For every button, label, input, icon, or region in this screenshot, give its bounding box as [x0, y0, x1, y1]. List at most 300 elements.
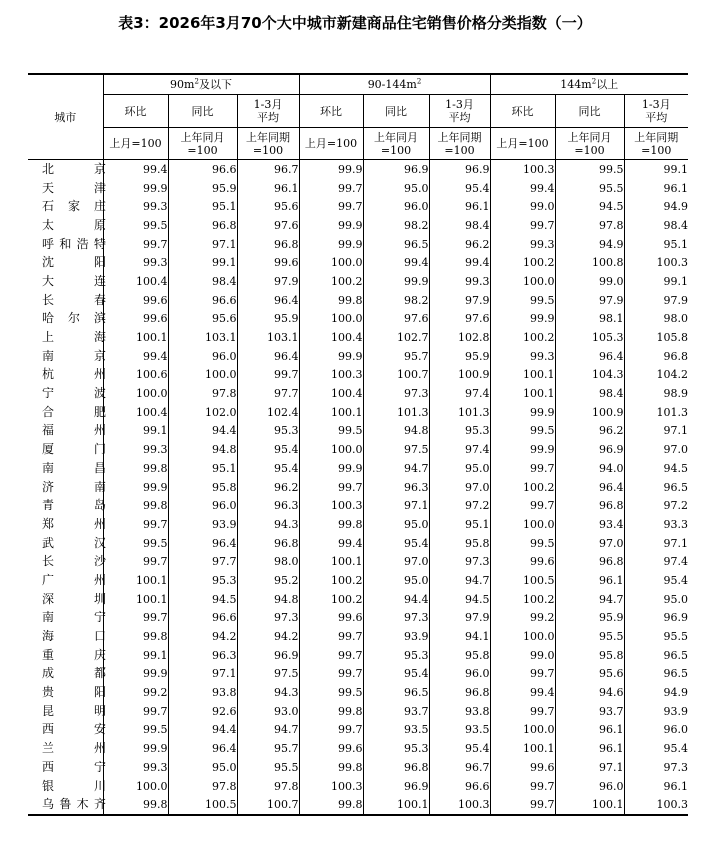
index-value-cell: 95.3	[429, 422, 490, 441]
city-cell	[28, 253, 106, 272]
city-cell	[28, 328, 106, 347]
index-value-cell: 104.2	[656, 368, 688, 382]
index-value-cell: 95.0	[363, 571, 429, 590]
index-value-cell: 94.4	[168, 721, 237, 740]
ytd-base-line1: 上年同期	[634, 130, 679, 144]
index-value-cell: 96.1	[663, 181, 688, 195]
index-value-cell: 99.9	[103, 478, 168, 497]
index-value-cell: 100.2	[299, 571, 363, 590]
index-value-cell: 100.8	[555, 253, 624, 272]
index-value-cell: 95.0	[663, 592, 688, 606]
index-value-cell: 100.2	[490, 590, 555, 609]
group-label-sup: 2	[194, 77, 199, 86]
group-label-tail: 及以下	[198, 78, 232, 91]
index-value-cell: 99.6	[237, 253, 299, 272]
index-value-cell: 99.7	[103, 702, 168, 721]
table-header	[28, 74, 688, 160]
index-value-cell: 100.1	[555, 795, 624, 815]
table-row	[28, 534, 688, 553]
index-value-cell: 95.3	[237, 422, 299, 441]
city-name: 长沙	[42, 554, 106, 569]
index-value-cell: 94.9	[555, 235, 624, 254]
yoy-base-line1: 上年同月	[180, 130, 225, 144]
index-value-cell: 97.0	[663, 443, 688, 457]
city-name: 西宁	[42, 759, 106, 774]
index-value-cell: 99.3	[103, 197, 168, 216]
index-value-cell: 99.7	[299, 179, 363, 198]
city-name: 哈尔滨	[42, 311, 106, 326]
index-value-cell: 97.1	[168, 665, 237, 684]
index-value-cell: 100.4	[103, 272, 168, 291]
index-value-cell: 96.1	[237, 179, 299, 198]
city-cell	[28, 179, 106, 198]
table-row	[28, 552, 688, 571]
index-value-cell: 100.1	[490, 366, 555, 385]
city-cell	[28, 552, 106, 571]
city-cell	[28, 160, 106, 179]
index-value-cell: 96.1	[555, 571, 624, 590]
index-value-cell: 99.1	[103, 422, 168, 441]
ytd-header-line1: 1-3月	[253, 98, 283, 111]
index-value-cell: 94.7	[429, 571, 490, 590]
index-value-cell: 99.8	[299, 291, 363, 310]
ytd-header	[429, 95, 490, 128]
index-value-cell: 100.4	[103, 403, 168, 422]
index-value-cell: 99.7	[237, 366, 299, 385]
index-value-cell: 99.9	[299, 235, 363, 254]
index-value-cell: 93.7	[363, 702, 429, 721]
table-row	[28, 440, 688, 459]
index-value-cell: 99.3	[490, 235, 555, 254]
index-value-cell: 99.7	[490, 702, 555, 721]
index-value-cell: 99.7	[299, 478, 363, 497]
index-value-cell: 95.0	[168, 758, 237, 777]
index-value-cell: 99.7	[103, 609, 168, 628]
index-value-cell: 94.4	[363, 590, 429, 609]
city-name: 合肥	[42, 404, 106, 419]
index-value-cell: 94.5	[663, 461, 688, 475]
yoy-base	[363, 128, 429, 160]
index-value-cell: 99.7	[490, 216, 555, 235]
index-value-cell: 97.1	[663, 424, 688, 438]
city-cell	[28, 571, 106, 590]
city-column-header: 城市	[28, 74, 103, 160]
index-value-cell: 99.5	[555, 160, 624, 179]
index-value-cell: 100.0	[103, 384, 168, 403]
index-value-cell: 95.9	[429, 347, 490, 366]
table-row	[28, 272, 688, 291]
index-value-cell: 99.7	[103, 515, 168, 534]
index-value-cell: 99.4	[363, 253, 429, 272]
table-row	[28, 609, 688, 628]
index-value-cell: 93.8	[429, 702, 490, 721]
index-value-cell: 94.5	[168, 590, 237, 609]
index-value-cell: 99.6	[299, 739, 363, 758]
index-value-cell: 94.5	[555, 197, 624, 216]
index-value-cell: 97.2	[663, 499, 688, 513]
city-name: 厦门	[42, 442, 106, 457]
table-row	[28, 253, 688, 272]
index-value-cell: 95.6	[555, 665, 624, 684]
index-value-cell: 100.2	[490, 328, 555, 347]
city-name: 深圳	[42, 591, 106, 606]
yoy-base	[168, 128, 237, 160]
index-value-cell: 99.8	[299, 795, 363, 815]
index-value-cell: 99.9	[299, 347, 363, 366]
index-value-cell: 94.9	[663, 200, 688, 214]
index-value-cell: 100.1	[299, 552, 363, 571]
index-value-cell: 96.5	[663, 648, 688, 662]
index-value-cell: 94.2	[168, 627, 237, 646]
index-value-cell: 97.9	[555, 291, 624, 310]
city-cell	[28, 403, 106, 422]
index-value-cell: 93.9	[168, 515, 237, 534]
index-value-cell: 95.8	[168, 478, 237, 497]
index-value-cell: 95.8	[429, 646, 490, 665]
index-value-cell: 98.2	[363, 216, 429, 235]
group-label-sup: 2	[591, 77, 597, 86]
index-value-cell: 93.5	[363, 721, 429, 740]
index-value-cell: 100.1	[103, 571, 168, 590]
city-cell	[28, 739, 106, 758]
index-value-cell: 97.6	[363, 310, 429, 329]
index-value-cell: 96.4	[237, 347, 299, 366]
index-value-cell: 96.0	[663, 723, 688, 737]
index-value-cell: 99.9	[103, 739, 168, 758]
yoy-base-line1: 上年同月	[374, 130, 418, 144]
index-value-cell: 96.7	[429, 758, 490, 777]
index-value-cell: 95.0	[363, 515, 429, 534]
index-value-cell: 99.8	[103, 795, 168, 815]
index-value-cell: 95.5	[663, 630, 688, 644]
index-value-cell: 100.0	[490, 515, 555, 534]
index-value-cell: 97.5	[237, 665, 299, 684]
index-value-cell: 103.1	[237, 328, 299, 347]
index-value-cell: 102.8	[429, 328, 490, 347]
index-value-cell: 99.7	[299, 665, 363, 684]
sub-header-row	[28, 95, 688, 128]
index-value-cell: 99.7	[490, 496, 555, 515]
table-row	[28, 702, 688, 721]
table-row	[28, 197, 688, 216]
table-body	[28, 160, 688, 816]
ytd-header-line1: 1-3月	[641, 98, 671, 111]
index-value-cell: 96.9	[363, 777, 429, 796]
index-value-cell: 100.3	[299, 366, 363, 385]
city-cell	[28, 609, 106, 628]
city-cell	[28, 534, 106, 553]
index-value-cell: 95.9	[237, 310, 299, 329]
index-value-cell: 99.9	[490, 403, 555, 422]
ytd-base-line2: =100	[444, 143, 475, 157]
index-value-cell: 98.1	[555, 310, 624, 329]
index-value-cell: 95.4	[663, 742, 688, 756]
index-value-cell: 99.7	[103, 235, 168, 254]
index-value-cell: 97.8	[555, 216, 624, 235]
index-value-cell: 100.5	[490, 571, 555, 590]
index-value-cell: 96.8	[168, 216, 237, 235]
city-cell	[28, 627, 106, 646]
index-value-cell: 94.8	[237, 590, 299, 609]
index-value-cell: 94.7	[237, 721, 299, 740]
index-value-cell: 99.7	[490, 459, 555, 478]
index-value-cell: 98.4	[663, 218, 688, 232]
index-value-cell: 100.1	[363, 795, 429, 815]
index-value-cell: 95.7	[363, 347, 429, 366]
index-value-cell: 95.4	[363, 665, 429, 684]
city-name: 重庆	[42, 647, 106, 662]
index-value-cell: 99.9	[490, 440, 555, 459]
index-value-cell: 101.3	[429, 403, 490, 422]
index-value-cell: 95.1	[429, 515, 490, 534]
index-value-cell: 99.6	[103, 291, 168, 310]
yoy-header: 同比	[363, 95, 429, 128]
yoy-base-line2: =100	[187, 143, 218, 157]
index-value-cell: 100.1	[490, 739, 555, 758]
index-value-cell: 95.9	[168, 179, 237, 198]
index-value-cell: 99.2	[103, 683, 168, 702]
index-value-cell: 99.8	[299, 515, 363, 534]
index-value-cell: 94.5	[429, 590, 490, 609]
index-value-cell: 98.4	[429, 216, 490, 235]
city-cell	[28, 197, 106, 216]
index-value-cell: 96.1	[555, 721, 624, 740]
index-value-cell: 96.8	[663, 349, 688, 363]
mom-header: 环比	[490, 95, 555, 128]
city-cell	[28, 646, 106, 665]
index-value-cell: 99.3	[103, 758, 168, 777]
table-row	[28, 758, 688, 777]
index-value-cell: 95.6	[237, 197, 299, 216]
index-value-cell: 95.6	[168, 310, 237, 329]
index-value-cell: 99.7	[490, 795, 555, 815]
index-value-cell: 96.0	[555, 777, 624, 796]
index-value-cell: 96.7	[237, 160, 299, 179]
city-name: 西安	[42, 722, 106, 737]
ytd-header-line1: 1-3月	[445, 98, 474, 111]
index-value-cell: 96.4	[168, 534, 237, 553]
city-name: 银川	[42, 778, 106, 793]
city-cell	[28, 310, 106, 329]
city-cell	[28, 702, 106, 721]
index-value-cell: 94.1	[429, 627, 490, 646]
index-value-cell: 93.9	[363, 627, 429, 646]
index-value-cell: 99.8	[299, 758, 363, 777]
city-name: 杭州	[42, 367, 106, 382]
index-value-cell: 95.8	[555, 646, 624, 665]
index-value-cell: 98.0	[237, 552, 299, 571]
index-value-cell: 97.3	[429, 552, 490, 571]
index-value-cell: 96.4	[168, 739, 237, 758]
index-value-cell: 96.5	[663, 480, 688, 494]
ytd-header-line2: 平均	[257, 111, 279, 124]
table-row	[28, 347, 688, 366]
index-value-cell: 96.2	[237, 478, 299, 497]
index-value-cell: 99.7	[299, 627, 363, 646]
table-row	[28, 403, 688, 422]
index-value-cell: 95.3	[363, 646, 429, 665]
city-cell	[28, 366, 106, 385]
index-value-cell: 99.7	[490, 777, 555, 796]
index-value-cell: 94.7	[555, 590, 624, 609]
ytd-base-line1: 上年同期	[246, 130, 290, 144]
index-value-cell: 97.9	[663, 293, 688, 307]
index-value-cell: 94.8	[168, 440, 237, 459]
index-value-cell: 101.3	[363, 403, 429, 422]
index-value-cell: 96.0	[363, 197, 429, 216]
index-value-cell: 95.8	[429, 534, 490, 553]
index-value-cell: 97.3	[363, 384, 429, 403]
city-name: 兰州	[42, 741, 106, 756]
index-value-cell: 99.1	[663, 162, 688, 176]
group-label-main: 90-144m	[367, 78, 417, 91]
index-value-cell: 94.4	[168, 422, 237, 441]
city-name: 成都	[42, 666, 106, 681]
table-row	[28, 310, 688, 329]
index-value-cell: 99.4	[429, 253, 490, 272]
index-value-cell: 102.4	[237, 403, 299, 422]
index-value-cell: 96.6	[168, 609, 237, 628]
index-value-cell: 99.6	[299, 609, 363, 628]
index-value-cell: 95.3	[168, 571, 237, 590]
index-value-cell: 100.3	[656, 256, 688, 270]
index-value-cell: 96.6	[429, 777, 490, 796]
index-value-cell: 97.5	[363, 440, 429, 459]
index-value-cell: 97.6	[237, 216, 299, 235]
index-value-cell: 99.9	[490, 310, 555, 329]
index-value-cell: 98.4	[168, 272, 237, 291]
group-header-under-90	[103, 74, 299, 95]
index-value-cell: 99.0	[490, 646, 555, 665]
ytd-base	[237, 128, 299, 160]
index-value-cell: 100.2	[299, 272, 363, 291]
index-value-cell: 96.9	[663, 611, 688, 625]
table-row	[28, 459, 688, 478]
index-value-cell: 100.2	[490, 478, 555, 497]
index-value-cell: 97.4	[429, 384, 490, 403]
index-value-cell: 100.0	[168, 366, 237, 385]
index-value-cell: 97.3	[237, 609, 299, 628]
ytd-base	[429, 128, 490, 160]
index-value-cell: 100.0	[299, 310, 363, 329]
index-value-cell: 97.8	[168, 777, 237, 796]
index-value-cell: 96.8	[555, 496, 624, 515]
index-value-cell: 96.8	[555, 552, 624, 571]
city-name: 福州	[42, 423, 106, 438]
index-value-cell: 100.3	[490, 160, 555, 179]
table-row	[28, 777, 688, 796]
index-value-cell: 95.0	[429, 459, 490, 478]
table-row	[28, 160, 688, 179]
index-value-cell: 104.3	[555, 366, 624, 385]
index-value-cell: 99.7	[103, 552, 168, 571]
index-value-cell: 98.9	[663, 387, 688, 401]
index-value-cell: 96.9	[555, 440, 624, 459]
city-name: 沈阳	[42, 255, 106, 270]
index-value-cell: 96.8	[237, 235, 299, 254]
city-name: 郑州	[42, 516, 106, 531]
index-value-cell: 99.3	[429, 272, 490, 291]
table-row	[28, 795, 688, 815]
index-value-cell: 100.9	[555, 403, 624, 422]
index-value-cell: 99.6	[490, 758, 555, 777]
index-value-cell: 99.6	[490, 552, 555, 571]
index-value-cell: 99.3	[103, 253, 168, 272]
index-value-cell: 94.3	[237, 683, 299, 702]
index-value-cell: 99.3	[490, 347, 555, 366]
table-row	[28, 235, 688, 254]
ytd-header	[624, 95, 688, 128]
index-value-cell: 97.9	[237, 272, 299, 291]
city-cell	[28, 758, 106, 777]
index-value-cell: 95.4	[429, 179, 490, 198]
index-value-cell: 99.9	[363, 272, 429, 291]
city-name: 贵阳	[42, 685, 106, 700]
table-row	[28, 739, 688, 758]
index-value-cell: 97.3	[663, 760, 688, 774]
index-value-cell: 99.5	[103, 534, 168, 553]
city-name: 南京	[42, 348, 106, 363]
index-value-cell: 99.8	[103, 459, 168, 478]
index-value-cell: 96.4	[555, 347, 624, 366]
city-name: 南昌	[42, 460, 106, 475]
city-cell	[28, 665, 106, 684]
index-value-cell: 96.2	[555, 422, 624, 441]
index-value-cell: 100.0	[103, 777, 168, 796]
city-cell	[28, 496, 106, 515]
index-value-cell: 99.0	[555, 272, 624, 291]
index-value-cell: 94.0	[555, 459, 624, 478]
index-value-cell: 97.3	[363, 609, 429, 628]
table-row	[28, 366, 688, 385]
index-value-cell: 100.2	[490, 253, 555, 272]
index-value-cell: 99.2	[490, 609, 555, 628]
index-value-cell: 97.1	[663, 536, 688, 550]
index-value-cell: 93.7	[555, 702, 624, 721]
index-value-cell: 97.1	[168, 235, 237, 254]
table-title: 表3：2026年3月70个大中城市新建商品住宅销售价格分类指数（一）	[118, 14, 592, 32]
index-value-cell: 95.4	[429, 739, 490, 758]
index-value-cell: 96.1	[663, 779, 688, 793]
index-value-cell: 96.0	[168, 496, 237, 515]
index-value-cell: 96.5	[663, 667, 688, 681]
index-value-cell: 99.5	[299, 422, 363, 441]
index-value-cell: 99.5	[490, 534, 555, 553]
city-cell	[28, 384, 106, 403]
city-name: 大连	[42, 273, 106, 288]
index-value-cell: 99.3	[103, 440, 168, 459]
index-value-cell: 100.4	[299, 328, 363, 347]
index-value-cell: 100.0	[490, 272, 555, 291]
table-row	[28, 627, 688, 646]
index-value-cell: 102.7	[363, 328, 429, 347]
yoy-base-line2: =100	[574, 143, 605, 157]
index-value-cell: 96.1	[429, 197, 490, 216]
table-row	[28, 590, 688, 609]
index-value-cell: 97.7	[237, 384, 299, 403]
index-value-cell: 95.5	[237, 758, 299, 777]
index-value-cell: 99.9	[299, 216, 363, 235]
index-value-cell: 95.1	[168, 459, 237, 478]
city-cell	[28, 478, 106, 497]
table-row	[28, 216, 688, 235]
index-value-cell: 94.3	[237, 515, 299, 534]
mom-header: 环比	[299, 95, 363, 128]
index-value-cell: 99.4	[490, 179, 555, 198]
index-value-cell: 100.0	[490, 627, 555, 646]
base-header-row	[28, 128, 688, 160]
city-name: 乌鲁木齐	[42, 797, 106, 812]
